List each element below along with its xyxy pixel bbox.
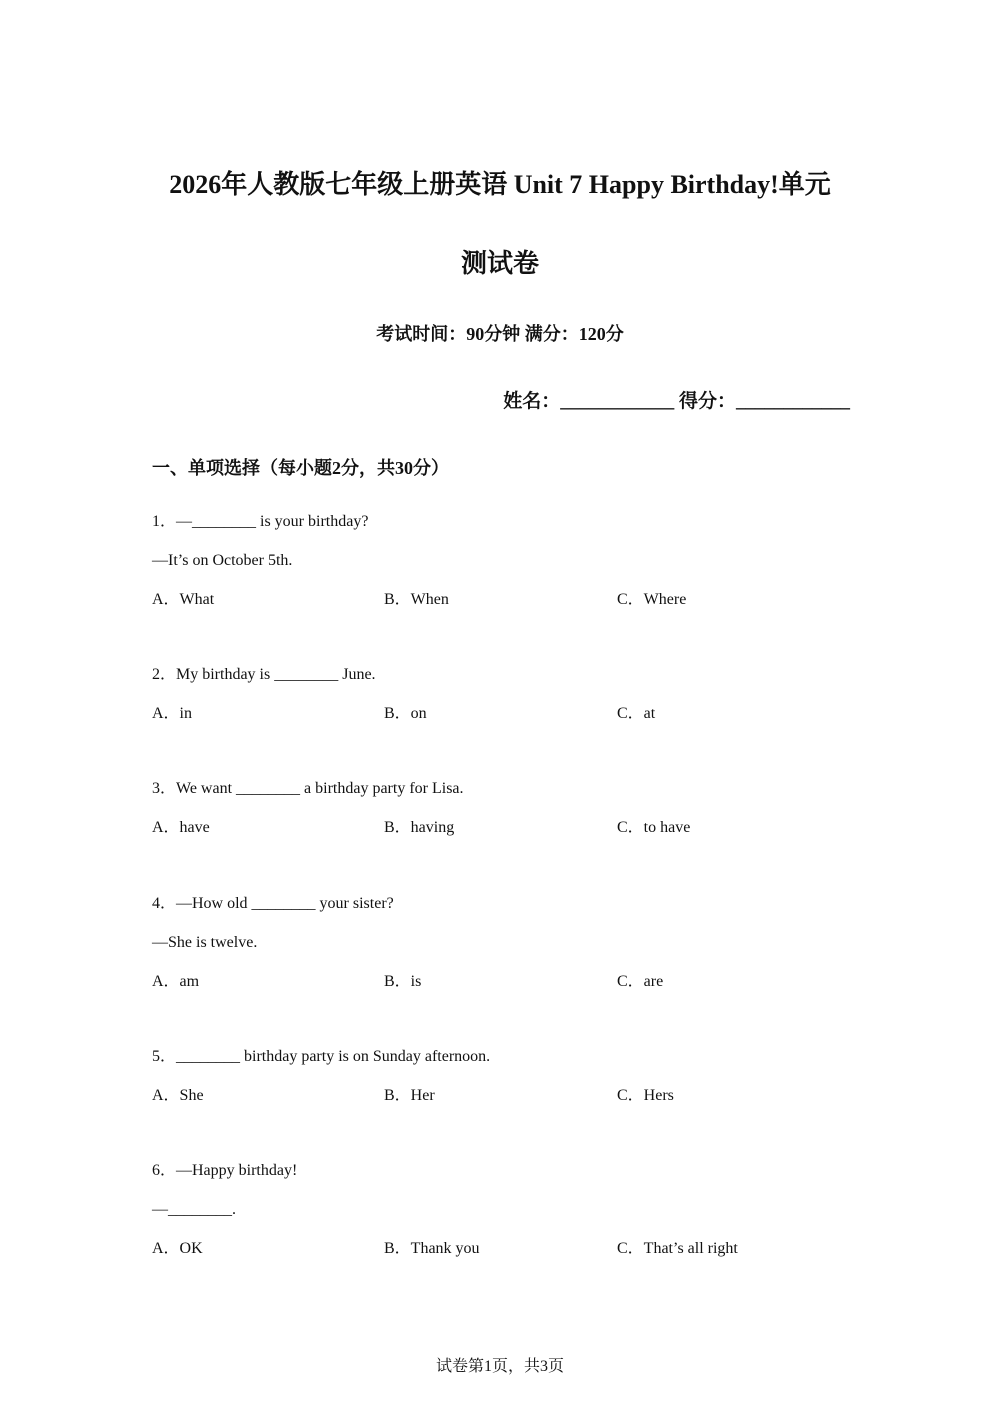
- question-stem: 1．—________ is your birthday?: [152, 513, 369, 530]
- option-c: C．are: [617, 973, 664, 990]
- score-label: 得分：: [678, 391, 736, 412]
- exam-info: 考试时间：90分钟 满分：120分: [376, 324, 624, 344]
- option-b: B．When: [384, 591, 449, 608]
- question-3: [152, 779, 852, 838]
- option-row: [152, 1239, 852, 1259]
- option-c: C．Where: [617, 591, 687, 608]
- option-b: B．is: [384, 973, 422, 990]
- question-6: [152, 1161, 852, 1259]
- question-stem: 3．We want ________ a birthday party for Lisa.: [152, 780, 464, 797]
- question-stem: 2．My birthday is ________ June.: [152, 666, 376, 683]
- exam-title-line-2: 测试卷: [460, 249, 539, 278]
- option-row: [152, 818, 852, 838]
- option-row: [152, 704, 852, 724]
- option-b: B．Her: [384, 1087, 435, 1104]
- name-blank: ____________: [560, 391, 675, 412]
- option-b: B．Thank you: [384, 1240, 480, 1257]
- option-c: C．to have: [617, 819, 691, 836]
- option-a: A．OK: [152, 1240, 203, 1257]
- page-footer: 试卷第1页，共3页: [435, 1358, 564, 1375]
- option-a: A．am: [152, 973, 200, 990]
- option-c: C．at: [617, 705, 656, 722]
- score-blank: ____________: [736, 391, 850, 412]
- option-a: A．What: [152, 591, 215, 608]
- option-c: C．Hers: [617, 1087, 674, 1104]
- student-info-line: [503, 390, 850, 414]
- option-b: B．having: [384, 819, 455, 836]
- question-reply: —It’s on October 5th.: [152, 552, 293, 569]
- option-b: B．on: [384, 705, 427, 722]
- name-label: 姓名：: [503, 391, 561, 412]
- option-row: [152, 590, 852, 610]
- question-reply: —________.: [152, 1201, 236, 1218]
- option-a: A．in: [152, 705, 193, 722]
- question-1: [152, 512, 852, 610]
- question-reply: —She is twelve.: [152, 934, 258, 951]
- section-heading: 一、单项选择（每小题2分，共30分）: [152, 458, 449, 478]
- question-stem: 5．________ birthday party is on Sunday afternoon.: [152, 1048, 491, 1065]
- question-5: [152, 1047, 852, 1106]
- question-stem: 4．—How old ________ your sister?: [152, 895, 394, 912]
- option-row: [152, 972, 852, 992]
- question-4: [152, 894, 852, 992]
- exam-title-line-1: 2026年人教版七年级上册英语 Unit 7 Happy Birthday!单元: [169, 170, 831, 199]
- question-stem: 6．—Happy birthday!: [152, 1162, 298, 1179]
- option-a: A．have: [152, 819, 210, 836]
- option-a: A．She: [152, 1087, 204, 1104]
- option-c: C．That’s all right: [617, 1240, 738, 1257]
- question-2: [152, 665, 852, 724]
- option-row: [152, 1086, 852, 1106]
